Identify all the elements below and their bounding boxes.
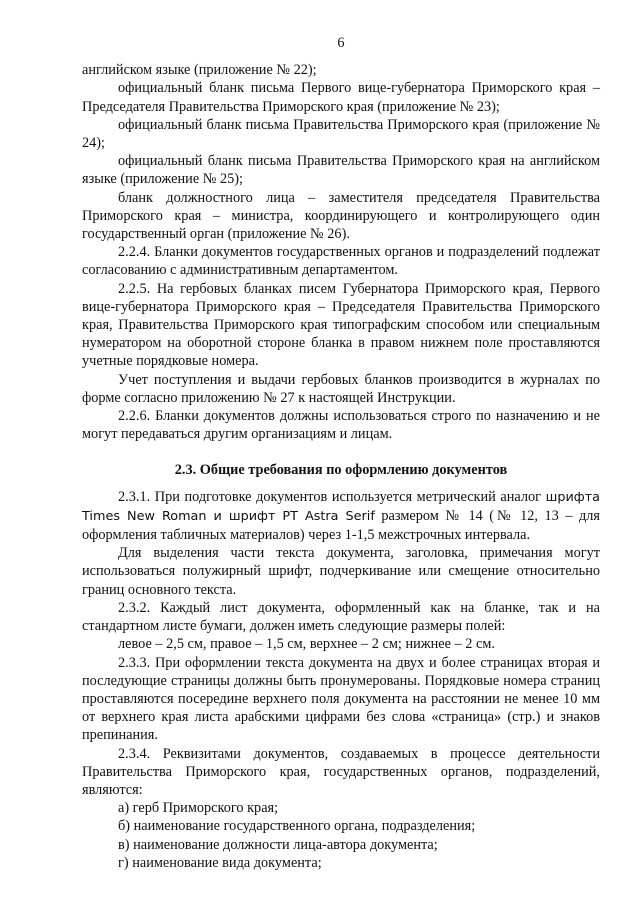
paragraph: Для выделения части текста документа, заголовка, примечания могут использоваться полужирный шрифт, подчеркивание или смещение относительно границ основного текста. xyxy=(82,545,600,598)
paragraph: официальный бланк письма Правительства Приморского края на английском языке (приложение № 25); xyxy=(82,153,600,188)
paragraph: 2.3.2. Каждый лист документа, оформленный как на бланке, так и на стандартном листе бумаги, должен иметь следующие размеры полей: xyxy=(82,599,600,635)
paragraph: английском языке (приложение № 22); xyxy=(82,62,317,79)
paragraph: Учет поступления и выдачи гербовых бланков производится в журналах по форме согласно приложению № 27 к настоящей Инструкции. xyxy=(82,371,600,406)
paragraph: в) наименование должности лица-автора документа; xyxy=(118,836,438,853)
paragraph: официальный бланк письма Первого вице-губернатора Приморского края – Председателя Правительства Приморского края (приложение № 23); xyxy=(82,80,600,115)
paragraph-2-3-1-start: 2.3.1. При подготовке документов используется метрический аналог xyxy=(118,488,546,505)
paragraph: бланк должностного лица – заместителя председателя Правительства Приморского края – министра, координирующего и контролирующего один государственный орган (приложение № 26). xyxy=(82,189,600,243)
paragraph: г) наименование вида документа; xyxy=(118,854,322,871)
top-paragraphs xyxy=(82,61,600,443)
spacer xyxy=(82,443,600,452)
paragraph-2-3-1 xyxy=(82,488,600,545)
paragraph: 2.2.6. Бланки документов должны использоваться строго по назначению и не могут передаваться другим организациям и лицам. xyxy=(82,408,600,443)
paragraph: левое – 2,5 см, правое – 1,5 см, верхнее – 2 см; нижнее – 2 см. xyxy=(118,636,495,653)
section-heading: 2.3. Общие требования по оформлению документов xyxy=(174,462,508,479)
paragraph: 2.3.4. Реквизитами документов, создаваемых в процессе деятельности Правительства Приморского края, государственных органов, подразделений, являются: xyxy=(82,745,600,798)
paragraph-2-3-1-font-names: шрифта Times New Roman и шрифт PT Astra Serif xyxy=(82,489,600,524)
paragraph: 2.2.5. На гербовых бланках писем Губернатора Приморского края, Первого вице-губернатора Приморского края – Председателя Правительства Приморского края, Правительства Приморского края типографским способом или специальным нумератором на оборотной стороне бланка в правом нижнем поле проставляются учетные порядковые номера. xyxy=(82,280,600,370)
paragraph: официальный бланк письма Правительства Приморского края (приложение № 24); xyxy=(82,116,600,152)
paragraph: а) герб Приморского края; xyxy=(118,800,279,817)
paragraph: б) наименование государственного органа, подразделения; xyxy=(118,818,476,835)
paragraph-2-3-1-end: размером № 14 (№ 12, 13 – для оформления табличных материалов) через 1-1,5 межстрочных интервала. xyxy=(82,507,600,544)
document-page xyxy=(82,34,600,872)
page-number: 6 xyxy=(337,35,345,51)
bottom-paragraphs xyxy=(82,544,600,872)
paragraph: 2.3.3. При оформлении текста документа на двух и более страницах вторая и последующие страницы должны быть пронумерованы. Порядковые номера страниц проставляются посередине верхнего поля документа на расстоянии не менее 10 мм от верхнего края листа арабскими цифрами без слова «страница» (стр.) и знаков препинания. xyxy=(82,654,600,744)
paragraph: 2.2.4. Бланки документов государственных органов и подразделений подлежат согласованию с административным департаментом. xyxy=(82,244,600,279)
